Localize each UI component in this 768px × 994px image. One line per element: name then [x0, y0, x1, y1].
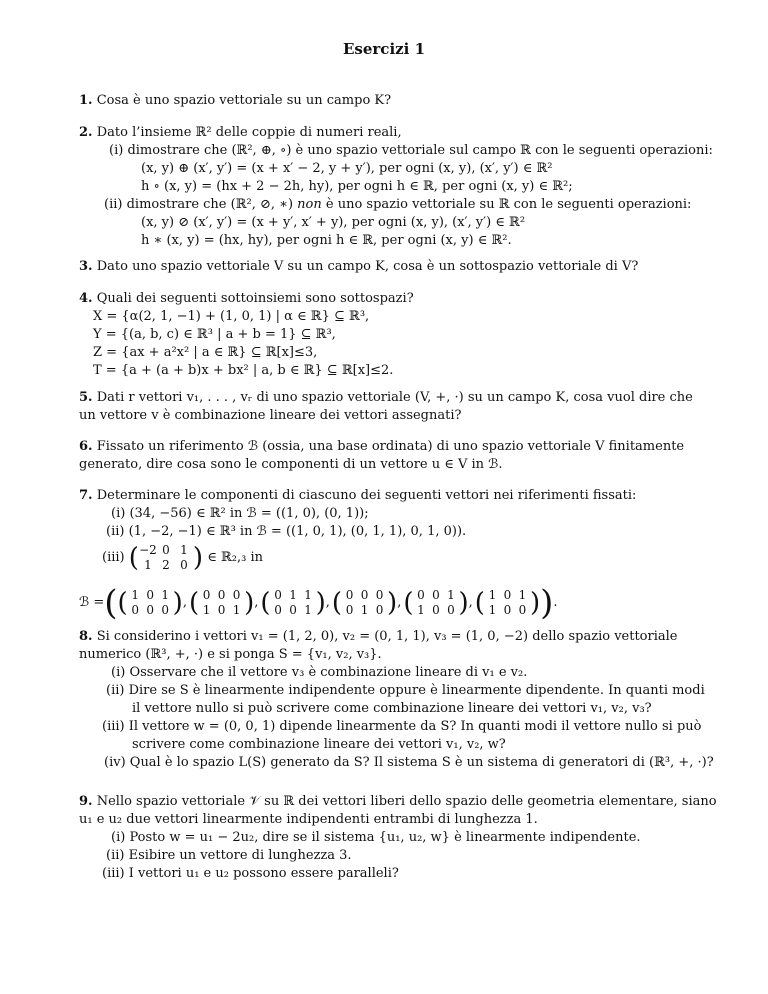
exercise-9 — [79, 793, 717, 883]
matrix-entry: 0 — [162, 543, 170, 557]
exercise-text: Dati r vettori v₁, . . . , vᵣ di uno spazio vettoriale (V, +, ·) su un campo K, cosa vuol dire che — [96, 390, 693, 405]
basis-list — [118, 588, 541, 618]
matrix-grid — [271, 588, 316, 618]
list-item: scrivere come combinazione lineare dei vettori v₁, v₂, w? — [132, 737, 506, 752]
matrix-grid — [413, 588, 458, 618]
item-label: (i) — [111, 665, 130, 680]
basis-matrix: ( 1 0 1 1 0 0 ) — [474, 588, 541, 618]
operation-line: (x, y) ⊕ (x′, y′) = (x + x′ − 2, y + y′), per ogni (x, y), (x′, y′) ∈ ℝ² — [141, 161, 553, 176]
list-item — [79, 664, 699, 682]
list-item — [79, 754, 714, 772]
operation-line: h ∗ (x, y) = (hx, hy), per ogni h ∈ ℝ, per ogni (x, y) ∈ ℝ². — [141, 233, 512, 248]
exercise-number: 7. — [79, 488, 93, 503]
page-title: Esercizi 1 — [342, 40, 426, 58]
exercise-3 — [79, 258, 699, 276]
exercise-7 — [79, 487, 699, 621]
basis-matrix: ( 0 0 1 1 0 0 ) , — [403, 588, 473, 618]
exercise-5 — [79, 389, 699, 425]
matrix-entry: 1 — [304, 603, 312, 617]
operation-line: (x, y) ⊘ (x′, y′) = (x + y′, x′ + y), per ogni (x, y), (x′, y′) ∈ ℝ² — [141, 215, 526, 230]
matrix-entry: 0 — [232, 588, 241, 602]
basis-matrix: ( 1 0 1 0 0 0 ) , — [117, 588, 187, 618]
list-item — [79, 718, 702, 736]
matrix-entry: 2 — [162, 558, 170, 572]
matrix-entry: 0 — [274, 588, 282, 602]
matrix-entry: 0 — [217, 603, 226, 617]
matrix-entry: 0 — [518, 603, 527, 617]
matrix-entry: 0 — [503, 603, 512, 617]
exercise-2 — [79, 124, 713, 250]
exercise-intro: Dato l’insieme ℝ² delle coppie di numeri reali, — [96, 125, 402, 140]
item-label: (iii) — [102, 866, 129, 881]
exercise-1 — [79, 92, 699, 110]
exercise-9-items — [79, 829, 699, 883]
item-text: I vettori u₁ e u₂ possono essere paralleli? — [128, 866, 399, 881]
item-text: dimostrare che (ℝ², ⊕, ∘) è uno spazio vettoriale sul campo ℝ con le seguenti operazioni: — [127, 143, 713, 158]
basis-label: ℬ = — [79, 595, 105, 610]
matrix-entry: 1 — [202, 603, 211, 617]
exercise-8-items — [79, 664, 714, 772]
basis-matrix: ( 0 0 0 0 1 0 ) , — [331, 588, 402, 618]
matrix-entry: 1 — [180, 543, 188, 557]
exercise-text: generato, dire cosa sono le componenti di un vettore u ∈ V in ℬ. — [79, 457, 503, 472]
matrix-entry: 0 — [345, 603, 354, 617]
matrix-entry: −2 — [139, 543, 157, 557]
matrix-entry: 0 — [146, 603, 154, 617]
matrix-iii — [139, 543, 193, 573]
list-item — [79, 682, 705, 700]
item-label: (iii) — [102, 550, 125, 565]
item-text: dimostrare che (ℝ², ⊘, ∗) — [126, 197, 298, 212]
matrix-entry: 1 — [447, 588, 455, 602]
exercise-number: 1. — [79, 93, 93, 108]
matrix-entry: 0 — [360, 588, 369, 602]
matrix-entry: 0 — [417, 588, 425, 602]
matrix-grid — [199, 588, 244, 618]
exercise-text: Fissato un riferimento ℬ (ossia, una base ordinata) di uno spazio vettoriale V finitamente — [96, 439, 685, 454]
item-label: (iv) — [104, 755, 130, 770]
exercise-number: 3. — [79, 259, 93, 274]
matrix-entry: 0 — [180, 558, 188, 572]
item-text: è uno spazio vettoriale su ℝ con le seguenti operazioni: — [321, 197, 692, 212]
item-text: Osservare che il vettore v₃ è combinazione lineare di v₁ e v₂. — [129, 665, 528, 680]
set-definition: Z = {ax + a²x² | a ∈ ℝ} ⊆ ℝ[x]≤3, — [93, 345, 318, 360]
exercise-6 — [79, 438, 699, 474]
matrix-entry: 0 — [432, 603, 440, 617]
exercise-number: 5. — [79, 390, 93, 405]
matrix-entry: 1 — [417, 603, 425, 617]
exercise-8 — [79, 628, 714, 772]
item-label: (ii) — [106, 848, 129, 863]
exercise-text: u₁ e u₂ due vettori linearmente indipendenti entrambi di lunghezza 1. — [79, 812, 538, 827]
exercise-intro: Quali dei seguenti sottoinsiemi sono sottospazi? — [96, 291, 414, 306]
matrix-grid — [128, 588, 173, 618]
exercise-text: Nello spazio vettoriale 𝒱 su ℝ dei vettori liberi dello spazio delle geometria elementare, siano — [96, 794, 717, 809]
exercise-text: Dato uno spazio vettoriale V su un campo K, cosa è un sottospazio vettoriale di V? — [96, 259, 639, 274]
list-item — [79, 847, 699, 865]
matrix-entry: 0 — [345, 588, 354, 602]
exercise-number: 4. — [79, 291, 93, 306]
exercise-number: 8. — [79, 629, 93, 644]
item-text: (34, −56) ∈ ℝ² in ℬ = ((1, 0), (0, 1)); — [129, 506, 369, 521]
item-text: Esibire un vettore di lunghezza 3. — [128, 848, 352, 863]
exercise-number: 2. — [79, 125, 93, 140]
list-item: il vettore nullo si può scrivere come combinazione lineare dei vettori v₁, v₂, v₃? — [132, 701, 652, 716]
matrix-entry: 0 — [432, 588, 440, 602]
matrix-entry: 0 — [274, 603, 282, 617]
item-label: (i) — [109, 143, 124, 158]
item-label: (ii) — [106, 524, 125, 539]
item-text: (1, −2, −1) ∈ ℝ³ in ℬ = ((1, 0, 1), (0, 1, 1), 0, 1, 0)). — [128, 524, 467, 539]
exercise-text: Cosa è uno spazio vettoriale su un campo K? — [96, 93, 392, 108]
matrix-entry: 1 — [289, 588, 297, 602]
matrix-entry: 0 — [202, 588, 211, 602]
list-item — [79, 865, 699, 883]
exercise-text: Si considerino i vettori v₁ = (1, 2, 0), v₂ = (0, 1, 1), v₃ = (1, 0, −2) dello spazio vettoriale — [96, 629, 678, 644]
matrix-entry: 1 — [131, 588, 139, 602]
exercise-intro: Determinare le componenti di ciascuno dei seguenti vettori nei riferimenti fissati: — [96, 488, 637, 503]
operation-line: h ∘ (x, y) = (hx + 2 − 2h, hy), per ogni h ∈ ℝ, per ogni (x, y) ∈ ℝ²; — [141, 179, 573, 194]
item-text: Dire se S è linearmente indipendente oppure è linearmente dipendente. In quanti modi — [128, 683, 705, 698]
basis-matrix: ( 0 0 0 1 0 1 ) , — [188, 588, 259, 618]
matrix-entry: 0 — [131, 603, 139, 617]
item-label: (ii) — [106, 683, 129, 698]
basis-row: ℬ = ( ( 1 0 1 0 0 0 ) , ( 0 0 0 1 0 1 ) , ( 0 1 1 0 0 1 ) , ( 0 0 0 0 1 0 ) , ( 0 0 1 1 0 0 ) , ( 1 0 1 1 0 0 ) ) . — [79, 583, 558, 623]
item-label: (iii) — [102, 719, 129, 734]
matrix-entry: 0 — [503, 588, 512, 602]
set-definition: X = {α(2, 1, −1) + (1, 0, 1) | α ∈ ℝ} ⊆ ℝ³, — [93, 309, 370, 324]
item-text: Posto w = u₁ − 2u₂, dire se il sistema {u₁, u₂, w} è linearmente indipendente. — [129, 830, 641, 845]
matrix-entry: 1 — [488, 603, 497, 617]
exercise-text: un vettore v è combinazione lineare dei vettori assegnati? — [79, 408, 462, 423]
item-text: Il vettore w = (0, 0, 1) dipende linearmente da S? In quanti modi il vettore nullo si può — [128, 719, 702, 734]
matrix-entry: 0 — [375, 588, 384, 602]
matrix-entry: 1 — [304, 588, 312, 602]
matrix-entry: 1 — [144, 558, 152, 572]
exercise-4 — [79, 290, 699, 380]
matrix-entry: 1 — [488, 588, 497, 602]
matrix-entry: 0 — [447, 603, 455, 617]
list-item — [79, 829, 699, 847]
item-iii-row: (iii) ( −2 0 1 1 2 0 ) ∈ ℝ₂,₃ in — [102, 543, 263, 573]
matrix-grid — [342, 588, 387, 618]
matrix-entry: 0 — [289, 603, 297, 617]
emphasis-non: non — [297, 197, 322, 212]
matrix-grid — [485, 588, 530, 618]
matrix-entry: 0 — [375, 603, 384, 617]
matrix-entry: 1 — [518, 588, 527, 602]
matrix-entry: 0 — [161, 603, 169, 617]
item-text: Qual è lo spazio L(S) generato da S? Il sistema S è un sistema di generatori di (ℝ³, +, ·)? — [129, 755, 714, 770]
basis-matrix: ( 0 1 1 0 0 1 ) , — [260, 588, 330, 618]
exercise-number: 6. — [79, 439, 93, 454]
exercise-text: numerico (ℝ³, +, ·) e si ponga S = {v₁, v₂, v₃}. — [79, 647, 382, 662]
item-label: (ii) — [104, 197, 123, 212]
set-definition: Y = {(a, b, c) ∈ ℝ³ | a + b = 1} ⊆ ℝ³, — [93, 327, 336, 342]
item-label: (i) — [111, 506, 126, 521]
item-text: ∈ ℝ₂,₃ in — [207, 550, 263, 565]
matrix-entry: 1 — [161, 588, 169, 602]
matrix-entry: 1 — [232, 603, 241, 617]
set-definition: T = {a + (a + b)x + bx² | a, b ∈ ℝ} ⊆ ℝ[x]≤2. — [93, 363, 394, 378]
matrix-entry: 0 — [146, 588, 154, 602]
exercise-number: 9. — [79, 794, 93, 809]
item-label: (i) — [111, 830, 130, 845]
matrix-entry: 1 — [360, 603, 369, 617]
matrix-entry: 0 — [217, 588, 226, 602]
